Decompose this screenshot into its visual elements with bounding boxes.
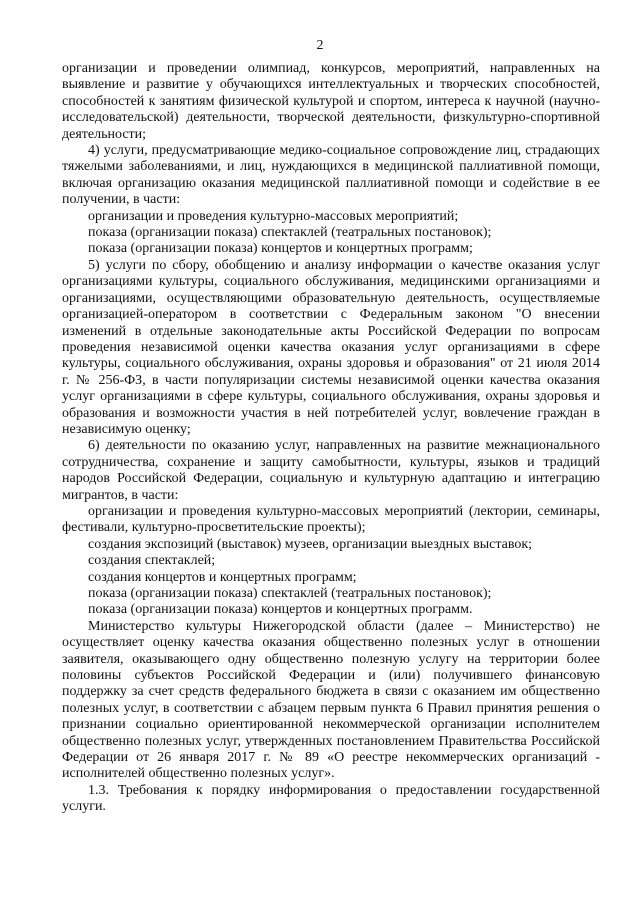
paragraph-subitem: организации и проведения культурно-массовых мероприятий; <box>88 208 459 224</box>
page-number: 2 <box>316 38 324 53</box>
paragraph-continuation: организации и проведении олимпиад, конкурсов, мероприятий, направленных на выявление и развитие у обучающихся интеллектуальных и творческих способностей, способностей к занятиям физической культурой и спортом, интереса к научной (научно-исследовательской) деятельности, творческой деятельности, физкультурно-спортивной деятельности; <box>62 61 600 142</box>
paragraph-subitem: организации и проведения культурно-массовых мероприятий (лектории, семинары, фестивали, культурно-просветительские проекты); <box>62 503 600 536</box>
paragraph-subitem: создания спектаклей; <box>88 553 216 569</box>
paragraph-section-1-3: 1.3. Требования к порядку информирования о предоставлении государственной услуги. <box>62 782 600 815</box>
paragraph-item-6: 6) деятельности по оказанию услуг, направленных на развитие межнационального сотрудничества, сохранение и защиту самобытности, культуры, языков и традиций народов Российской Федерации, социальную и культурную адаптацию и интеграцию мигрантов, в части: <box>62 438 600 503</box>
paragraph-subitem: создания экспозиций (выставок) музеев, организации выездных выставок; <box>88 536 533 552</box>
paragraph-item-5: 5) услуги по сбору, обобщению и анализу информации о качестве оказания услуг организациями культуры, социального обслуживания, медицинскими организациями и организациями, осуществляющими образовательную деятельность, осуществляемые организацией-оператором в соответствии с Федеральным законом "О внесении изменений в отдельные законодательные акты Российской Федерации по вопросам проведения независимой оценки качества оказания услуг организациями в сфере культуры, социального обслуживания, охраны здоровья и образования" от 21 июля 2014 г. № 256-ФЗ, в части популяризации системы независимой оценки качества оказания услуг организациями в сфере культуры, социального обслуживания, охраны здоровья и образования и возможности участия в ней потребителей услуг, вовлечение граждан в независимую оценку; <box>62 257 600 437</box>
paragraph-subitem: создания концертов и концертных программ; <box>88 569 357 585</box>
paragraph-subitem: показа (организации показа) спектаклей (театральных постановок); <box>88 225 492 241</box>
paragraph-item-4: 4) услуги, предусматривающие медико-социальное сопровождение лиц, страдающих тяжелыми заболеваниями, и лиц, нуждающихся в медицинской паллиативной помощи, включая организацию оказания медицинской паллиативной помощи и содействие в ее получении, в части: <box>62 143 600 208</box>
document-body <box>62 61 600 816</box>
paragraph-subitem: показа (организации показа) спектаклей (театральных постановок); <box>88 586 492 601</box>
paragraph-subitem: показа (организации показа) концертов и концертных программ. <box>88 602 473 618</box>
paragraph-subitem: показа (организации показа) концертов и концертных программ; <box>88 241 473 257</box>
paragraph-ministry-statement: Министерство культуры Нижегородской области (далее – Министерство) не осуществляет оценку качества оказания общественно полезных услуг в отношении заявителя, оказывающего одну общественно полезную услугу на территории более половины субъектов Российской Федерации и (или) получившего финансовую поддержку за счет средств федерального бюджета в связи с оказанием им общественно полезных услуг, в соответствии с абзацем первым пункта 6 Правил принятия решения о признании социально ориентированной некоммерческой организации исполнителем общественно полезных услуг, утвержденных постановлением Правительства Российской Федерации от 26 января 2017 г. № 89 «О реестре некоммерческих организаций - исполнителей общественно полезных услуг». <box>62 618 600 782</box>
